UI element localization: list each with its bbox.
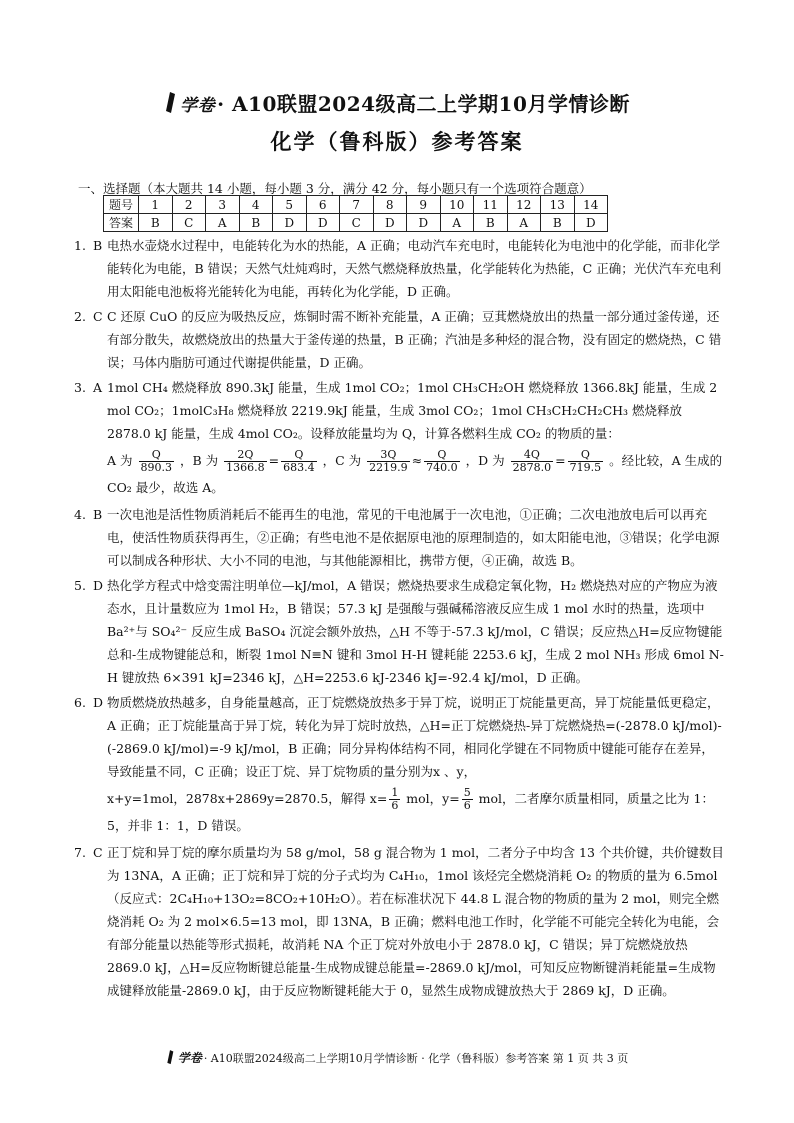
- item-number: 1.: [74, 238, 86, 253]
- brand-logo-text: 学卷: [177, 1051, 202, 1065]
- table-cell: 3: [206, 196, 240, 214]
- fraction: $\frac{1}{6}$: [391, 786, 399, 812]
- item-number: 7.: [74, 845, 86, 860]
- formula-tail: 。经比较，A 生成的 CO₂ 最少，故选 A。: [107, 453, 723, 495]
- table-cell: A: [507, 214, 541, 232]
- formula-label: ，C 为: [322, 453, 362, 468]
- table-cell: B: [541, 214, 575, 232]
- item-text: 电热水壶烧水过程中，电能转化为水的热能，A 正确；电动汽车充电时，电能转化为电池中的化学能，而非化学能转化为电能，B 错误；天然气灶炖鸡时，天然气燃烧释放热量，化学能转化为热能，C 正确；光伏汽车充电利用太阳能电池板将光能转化为电能，再转化为化学能，D 正确。: [107, 238, 722, 299]
- table-cell: B: [139, 214, 173, 232]
- table-cell: 8: [373, 196, 407, 214]
- item-text: 热化学方程式中焓变需注明单位—kJ/mol，A 错误；燃烧热要求生成稳定氧化物，H₂ 燃烧热对应的产物应为液态水，且计量数应为 1mol H₂，B 错误；57.3 kJ 是强酸与强碱稀溶液反应生成 1 mol 水时的热量，选项中 Ba²⁺与 SO₄²⁻ 反应生成 BaSO₄ 沉淀会额外放热，△H 不等于-57.3 kJ/mol，C 错误；反应热△H=反应物键能总和-生成物键能总和，断裂 1mol N≡N 键和 3mol H-H 键耗能 2253.6 kJ，生成 2 mol NH₃ 形成 6mol N-H 键放热 6×391 kJ=2346 kJ，△H=2253.6 kJ-2346 kJ=-92.4 kJ/mol，D 正确。: [107, 578, 724, 685]
- table-cell: A: [206, 214, 240, 232]
- item-text: C 还原 CuO 的反应为吸热反应，炼铜时需不断补充能量，A 正确；豆萁燃烧放出的热量一部分通过釜传递，还有部分散失，故燃烧放出的热量大于釜传递的热量，B 正确；汽油是多种烃的混合物，没有固定的燃烧热，C 错误；马体内脂肪可通过代谢提供能量，D 正确。: [107, 309, 722, 370]
- answer-explanations: [74, 234, 724, 1004]
- list-item: [74, 691, 724, 839]
- table-cell: 12: [507, 196, 541, 214]
- list-item: [74, 574, 724, 689]
- table-cell: D: [373, 214, 407, 232]
- table-cell: D: [306, 214, 340, 232]
- formula-line: [107, 783, 724, 839]
- brand-logo-icon: [164, 92, 176, 119]
- item-number: 6.: [74, 695, 86, 710]
- table-cell: 9: [407, 196, 441, 214]
- item-number: 3.: [74, 380, 86, 395]
- item-answer: C: [93, 309, 103, 324]
- item-text: 一次电池是活性物质消耗后不能再生的电池，常见的干电池属于一次电池，①正确；二次电池放电后可以再充电，使活性物质获得再生，②正确；有些电池不是依据原电池的原理制造的，如太阳能电池，③错误；化学电源可以制成各种形状、大小不同的电池，与其他能源相比，携带方便，④正确，故选 B。: [107, 507, 720, 568]
- table-cell: 6: [306, 196, 340, 214]
- fraction: $\frac{Q}{890.3}$: [140, 448, 172, 474]
- fraction: $\frac{5}{6}$: [463, 786, 471, 812]
- item-answer: B: [93, 238, 103, 253]
- fraction: $\frac{2Q}{1366.8}$: [226, 448, 265, 474]
- item-answer: B: [93, 507, 103, 522]
- table-cell: C: [172, 214, 206, 232]
- item-text: 1mol CH₄ 燃烧释放 890.3kJ 能量，生成 1mol CO₂；1mol CH₃CH₂OH 燃烧释放 1366.8kJ 能量，生成 2 mol CO₂；1molC₃H₈ 燃烧释放 2219.9kJ 能量，生成 3mol CO₂；1mol CH₃CH₂CH₂CH₃ 燃烧释放 2878.0 kJ 能量，生成 4mol CO₂。设释放能量均为 Q，计算各燃料生成 CO₂ 的物质的量：: [107, 380, 718, 441]
- answer-table: [103, 195, 608, 232]
- formula-label: ，D 为: [465, 453, 505, 468]
- table-cell: 14: [574, 196, 608, 214]
- formula-line: A 为 $\frac{Q}{890.3}$ ，B 为 $\frac{2Q}{1366.8}$ = $\frac{Q}{683.4}$ ，C 为 $\frac{3Q}{2219.9}$ ≈ $\frac{Q}{740.0}$ ，D 为 $\frac{4Q}{2878.0}$ = $\frac{Q}{719.5}$ 。经比较，A 生成的 CO₂ 最少，故选 A。: [107, 448, 723, 495]
- table-row-label: 答案: [104, 214, 139, 232]
- item-text: 物质燃烧放热越多，自身能量越高，正丁烷燃烧放热多于异丁烷，说明正丁烷能量更高，异丁烷能量低更稳定，A 正确；正丁烷能量高于异丁烷，转化为异丁烷时放热，△H=正丁烷燃烧热-异丁烷燃烧热=(-2878.0 kJ/mol)-(-2869.0 kJ/mol)=-9 kJ/mol，B 正确；同分异构体结构不同，相同化学键在不同物质中键能可能存在差异，导致能量不同，C 正确；设正丁烷、异丁烷物质的量分别为x 、y，: [107, 695, 722, 779]
- list-item: [74, 234, 724, 303]
- table-cell: 2: [172, 196, 206, 214]
- table-cell: D: [574, 214, 608, 232]
- list-item: [74, 376, 724, 501]
- formula-label: A 为: [107, 453, 133, 468]
- fraction: $\frac{Q}{683.4}$: [283, 448, 315, 474]
- page-title: [0, 88, 794, 119]
- section-heading: 一、选择题（本大题共 14 小题，每小题 3 分，满分 42 分，每小题只有一个选项符合题意）: [78, 181, 592, 196]
- formula-text: mol，y=: [402, 791, 460, 806]
- fraction: $\frac{3Q}{2219.9}$: [369, 448, 408, 474]
- footer-text: · A10联盟2024级高二上学期10月学情诊断 · 化学（鲁科版）参考答案 第 1 页 共 3 页: [203, 1052, 629, 1065]
- title-text: · A10联盟2024级高二上学期10月学情诊断: [217, 92, 630, 116]
- item-text: 正丁烷和异丁烷的摩尔质量均为 58 g/mol，58 g 混合物为 1 mol，二者分子中均含 13 个共价键，共价键数目为 13NA，A 正确；正丁烷和异丁烷的分子式均为 C₄H₁₀，1mol 该烃完全燃烧消耗 O₂ 的物质的量为 6.5mol（反应式：2C₄H₁₀+13O₂=8CO₂+10H₂O）。若在标准状况下 44.8 L 混合物的物质的量为 2 mol，则完全燃烧消耗 O₂ 为 2 mol×6.5=13 mol，即 13NA，B 正确；燃料电池工作时，化学能不可能完全转化为电能，会有部分能量以热能等形式损耗，故消耗 NA 个正丁烷对外放电小于 2878.0 kJ，C 错误；异丁烷燃烧放热 2869.0 kJ，△H=反应物断键总能量-生成物成键总能量=-2869.0 kJ/mol，可知反应物断键消耗能量=生成物成键释放能量-2869.0 kJ，由于反应物断键耗能大于 0，显然生成物成键放热大于 2869 kJ，D 正确。: [107, 845, 724, 998]
- table-cell: A: [440, 214, 474, 232]
- list-item: [74, 841, 724, 1002]
- table-cell: 7: [340, 196, 374, 214]
- item-answer: A: [93, 380, 103, 395]
- table-cell: D: [407, 214, 441, 232]
- table-row: [104, 196, 608, 214]
- fraction: $\frac{4Q}{2878.0}$: [512, 448, 552, 474]
- item-number: 2.: [74, 309, 86, 324]
- formula-text: x+y=1mol，2878x+2869y=2870.5，解得 x=: [107, 791, 388, 806]
- table-cell: B: [239, 214, 273, 232]
- table-cell: 13: [541, 196, 575, 214]
- table-cell: 10: [440, 196, 474, 214]
- page-subtitle: 化学（鲁科版）参考答案: [270, 129, 524, 154]
- page-footer: [0, 1049, 794, 1068]
- table-cell: 5: [273, 196, 307, 214]
- formula-tail: mol，二者摩尔质量相同，质量之比为 1：5，并非 1：1，D 错误。: [107, 791, 714, 833]
- item-answer: C: [93, 845, 103, 860]
- table-cell: B: [474, 214, 508, 232]
- fraction: $\frac{Q}{740.0}$: [426, 448, 458, 474]
- list-item: [74, 305, 724, 374]
- list-item: [74, 503, 724, 572]
- table-cell: 1: [139, 196, 173, 214]
- table-row: [104, 214, 608, 232]
- item-number: 5.: [74, 578, 86, 593]
- item-answer: D: [93, 578, 104, 593]
- table-cell: 4: [239, 196, 273, 214]
- brand-logo-text: 学卷: [180, 96, 216, 116]
- brand-logo-icon: [166, 1050, 174, 1068]
- item-answer: D: [93, 695, 104, 710]
- table-cell: 11: [474, 196, 508, 214]
- fraction: $\frac{Q}{719.5}$: [569, 448, 602, 474]
- table-cell: C: [340, 214, 374, 232]
- item-number: 4.: [74, 507, 86, 522]
- table-row-label: 题号: [104, 196, 139, 214]
- table-cell: D: [273, 214, 307, 232]
- formula-label: ，B 为: [179, 453, 219, 468]
